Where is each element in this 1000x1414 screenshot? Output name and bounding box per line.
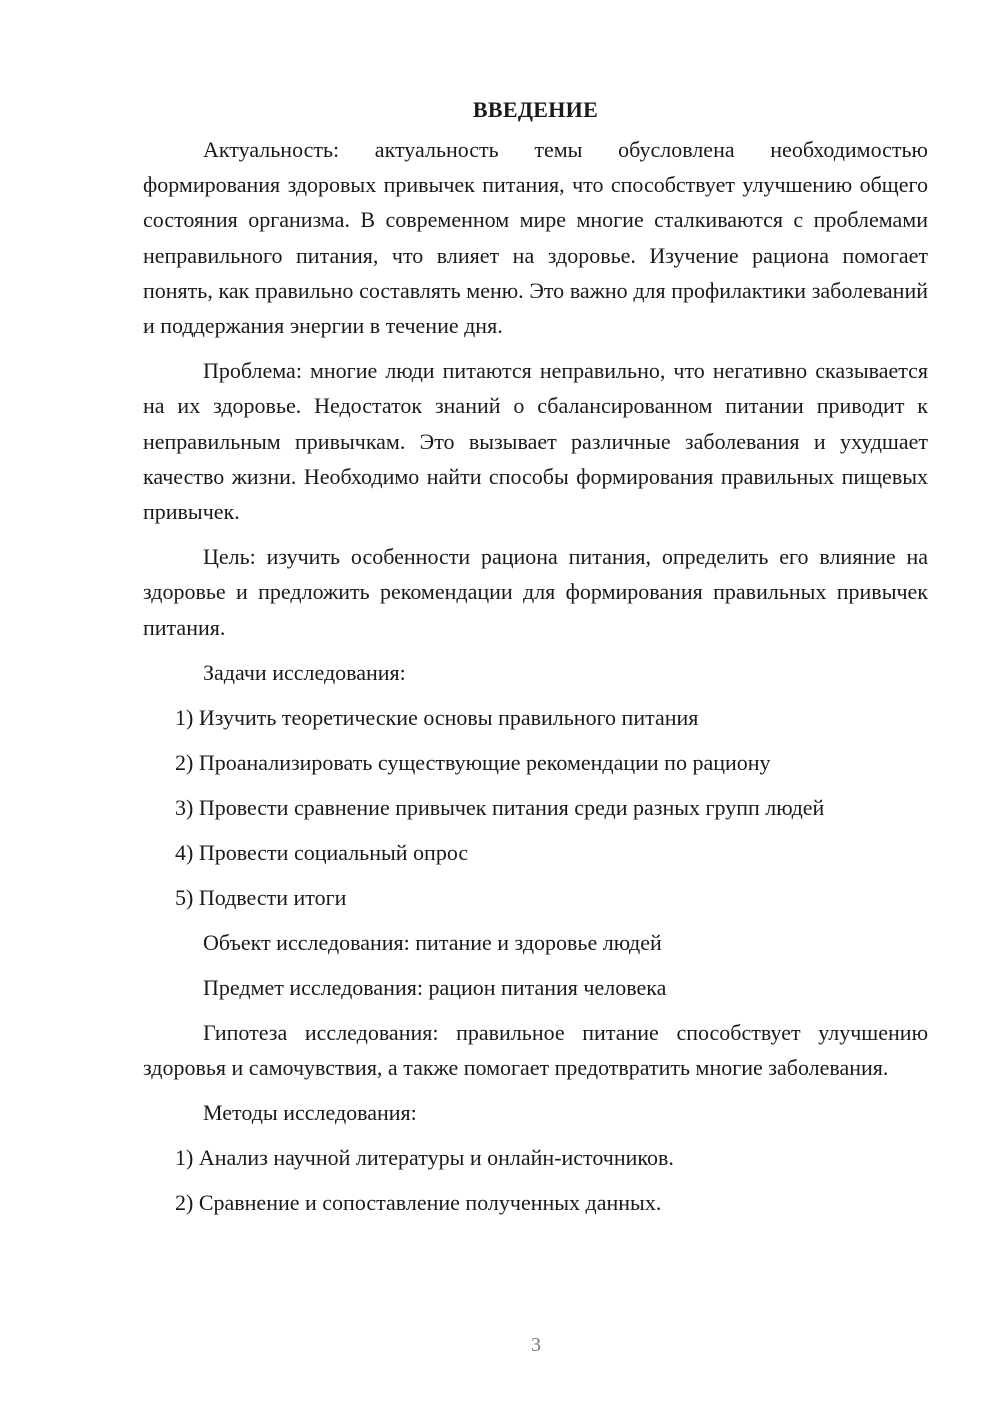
task-item-4: 4) Провести социальный опрос (175, 839, 469, 865)
task-item-2: 2) Проанализировать существующие рекомендации по рациону (175, 749, 771, 775)
relevance-paragraph: Актуальность: актуальность темы обусловлена необходимостью формирования здоровых привычек питания, что способствует улучшению общего состояния организма. В современном мире многие сталкиваются с проблемами неправильного питания, что влияет на здоровье. Изучение рациона помогает понять, как правильно составлять меню. Это важно для профилактики заболеваний и поддержания энергии в течение дня. (143, 137, 928, 339)
research-object: Объект исследования: питание и здоровье людей (203, 929, 662, 955)
page-content (143, 92, 928, 1230)
methods-title: Методы исследования: (203, 1100, 417, 1126)
task-item-5: 5) Подвести итоги (175, 884, 347, 910)
goal-paragraph: Цель: изучить особенности рациона питания, определить его влияние на здоровье и предложить рекомендации для формирования правильных привычек питания. (143, 544, 928, 640)
task-item-1: 1) Изучить теоретические основы правильного питания (175, 704, 699, 730)
method-item-1: 1) Анализ научной литературы и онлайн-источников. (175, 1145, 674, 1171)
tasks-title: Задачи исследования: (203, 659, 406, 685)
section-heading: ВВЕДЕНИЕ (472, 97, 599, 122)
problem-paragraph: Проблема: многие люди питаются неправильно, что негативно сказывается на их здоровье. Недостаток знаний о сбалансированном питании приводит к неправильным привычкам. Это вызывает различные заболевания и ухудшает качество жизни. Необходимо найти способы формирования правильных пищевых привычек. (143, 358, 928, 525)
page-number: 3 (531, 1334, 541, 1356)
method-item-2: 2) Сравнение и сопоставление полученных данных. (175, 1190, 662, 1216)
research-subject: Предмет исследования: рацион питания человека (203, 974, 667, 1000)
hypothesis-paragraph: Гипотеза исследования: правильное питание способствует улучшению здоровья и самочувствия, а также помогает предотвратить многие заболевания. (143, 1019, 928, 1081)
task-item-3: 3) Провести сравнение привычек питания среди разных групп людей (175, 794, 825, 820)
